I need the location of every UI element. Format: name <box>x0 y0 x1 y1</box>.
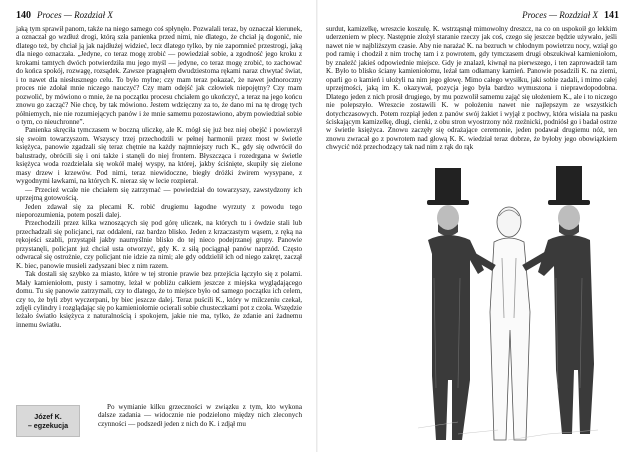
illustration-two-men-escorting-k <box>398 158 618 446</box>
paragraph: Po wymianie kilku grzeczności w związku z tym, kto wykona dalsze zadania — widocznie nie podzielono między nich zleconych czynności — podszedł jeden z nich do K. i zdjął mu <box>98 403 302 428</box>
paragraph: Tak dostali się szybko za miasto, które w tej stronie prawie bez przejścia łączyło się z polami. Mały kamieniołom, pusty i samotny, leżał w pobliżu całkiem jeszcze z miejska wyglądającego domu. Tu się panowie zatrzymali, czy to dlatego, że to miejsce było od samego początku ich celem, czy to, że byli zbyt wyczerpani, by biec jeszcze dalej. Teraz puścili K., który w milczeniu czekał, zdjęli cylindry i rozglądając się po kamieniołomie ocierali sobie chusteczkami pot z czoła. Wszędzie leżało światło księżyca z naturalnością i spokojem, jakie nie ma, tylko, że zdanie ani żadnemu innemu światłu. <box>16 270 302 329</box>
paragraph: Jeden zdawał się za plecami K. robić drugiemu łagodne wyrzuty z powodu tego nieporozumienia, potem poszli dalej. <box>16 202 302 219</box>
paragraph: Panienka skręciła tymczasem w boczną uliczkę, ale K. mógł się już bez niej obejść i powierzył się swoim towarzyszom. Wszyscy trzej przechodzili w pełnej harmonii przez most w świetle księżyca, panowie zgadzali się teraz chętnie na każdy najmniejszy ruch K., gdy się odwrócił do balustrady, obrócili się i oni także i stanęli do niej frontem. Błyszcząca i rozedrgana w świetle księżyca woda rozdzielała się wokół małej wyspy, na której, jakby ściśnięte, skupiły się zielone masy drzew i krzewów. Pod nimi, teraz niewidoczne, biegły dróżki żwirem wysypane, z wygodnymi ławkami, na których K. nieraz się w lecie rozpierał. <box>16 126 302 186</box>
left-page <box>0 0 317 452</box>
page-number: 140 <box>16 10 31 21</box>
left-body-text <box>16 25 302 329</box>
figure-left-man <box>427 168 494 440</box>
right-body-text <box>326 25 617 152</box>
margin-note-line: – egzekucja <box>27 421 69 430</box>
paragraph: Przechodzili przez kilka wznoszących się pod górę uliczek, na których tu i ówdzie stali lub przechadzali się policjanci, raz oddaleni, raz bardzo blisko. Jeden z krzaczastym wąsem, z ręką na rękojeści szabli, przystąpił jakby naumyślnie blisko do tej nieco podejrzanej grupy. Panowie przystanęli, policjant już chciał usta otworzyć, gdy K. z siłą pociągnął panów naprzód. Często odwracał się ostrożnie, czy policjant nie idzie za nimi; ale gdy oddzielił ich od niego zakręt, zaczął K. biec, panowie musieli zadyszani biec z nim razem. <box>16 219 302 270</box>
left-bottom-block <box>16 403 302 447</box>
figure-right-man <box>524 166 594 434</box>
figure-k <box>490 207 530 440</box>
page-number: 141 <box>604 10 619 21</box>
paragraph: jaką tym sprawił panom, także na niego samego coś spłynęło. Pozwalali teraz, by oznaczał kierunek, a oznaczał go wzdłuż drogi, którą szła panienka przed nimi, nie dlatego, że chciał ją dogonić, nie dlatego też, by chciał ją jak najdłużej widzieć, lecz dlatego tylko, by nie zapomnieć przestrogi, jaką dla niego oznaczała. „Jedyne, co teraz mogę zrobić — powiedział sobie, a zgodność jego kroku z krokami tamtych dwóch potwierdziła mu jego myśl — jedyne, co teraz mogę zrobić, to zachować do końca spokój, rozwagę, rozsądek. Zawsze pragnąłem dwudziestoma rękami naraz chwytać świat, i to nawet dla niesłusznego celu. To było mylne; czy mam teraz pokazać, że nawet jednoroczny proces nie zdołał mnie niczego nauczyć? Czy mam odejść jak człowiek niepojętny? Czy mam pozwolić, by mówiono o mnie, że na początku procesu chciałem go ukończyć, a teraz na jego końcu znowu go zacząć? Nie chcę, by tak mówiono. Jestem wdzięczny za to, że dano mi na tę drogę tych półniemych, nie nie rozumiejących panów i że mnie samemu pozostawiono, abym powiedział sobie o tym, co nieuchronne”. <box>16 25 303 126</box>
right-page-header <box>522 10 619 21</box>
margin-note-box <box>16 405 80 437</box>
left-page-header <box>16 10 113 21</box>
bottom-paragraph <box>98 403 302 428</box>
running-head: Proces — Rozdział X <box>522 10 598 20</box>
running-head: Proces — Rozdział X <box>37 10 113 20</box>
margin-note-line: Józef K. <box>34 412 62 421</box>
right-page <box>318 0 635 452</box>
paragraph: — Przecież wcale nie chciałem się zatrzymać — powiedział do towarzyszy, zawstydzony ich uprzejmą gotowością. <box>16 185 302 203</box>
paragraph: surdut, kamizelkę, wreszcie koszulę. K. wstrząsnął mimowolny dreszcz, na co on uspokoił go lekkim uderzeniem w plecy. Następnie złożył staranie rzeczy jak coś, czego się jeszcze będzie używało, jeśli nawet nie w najbliższym czasie. Aby nie narażać K. na bezruch w chłodnym powietrzu nocy, wziął go pod ramię i chodził z nim trochę tam i z powrotem, gdy tymczasem drugi obszukiwał kamieniołom, by znaleźć jakieś odpowiednie miejsce. Gdy je znalazł, kiwnął na pierwszego, i ten zaprowadził tam K. Było to blisko ściany kamieniołomu, leżał tam odłamany kamień. Panowie posadzili K. na ziemi, oparli go o kamień i ułożyli na nim jego głowę. Mimo całego wysiłku, jaki sobie zadali, i mimo całej uprzejmości, jaką im K. okazywał, pozycja jego była bardzo wymuszona i nieprawdopodobna. Dlatego jeden z nich prosił drugiego, by mu pozwolił samemu zająć się ułożeniem K., ale i to niczego nie polepszyło. Wreszcie zostawili K. w położeniu nawet nie najlepszym ze wszystkich dotychczasowych. Potem rozpiął jeden z panów swój żakiet i wyjął z pochwy, która wisiała na pasku ściskającym kamizelkę, długi, cienki, z obu stron wyostrzony nóż rzeźnicki, podniósł go i badał ostrze w świetle księżyca. Znowu zaczęły się odrażające ceremonie, jeden podawał drugiemu nóż, ten znowu zwracał go z powrotem nad głową K. K. wiedział teraz dobrze, że byłoby jego obowiązkiem chwycić nóż przechodzący tak nad nim z rąk do rąk <box>326 25 617 152</box>
